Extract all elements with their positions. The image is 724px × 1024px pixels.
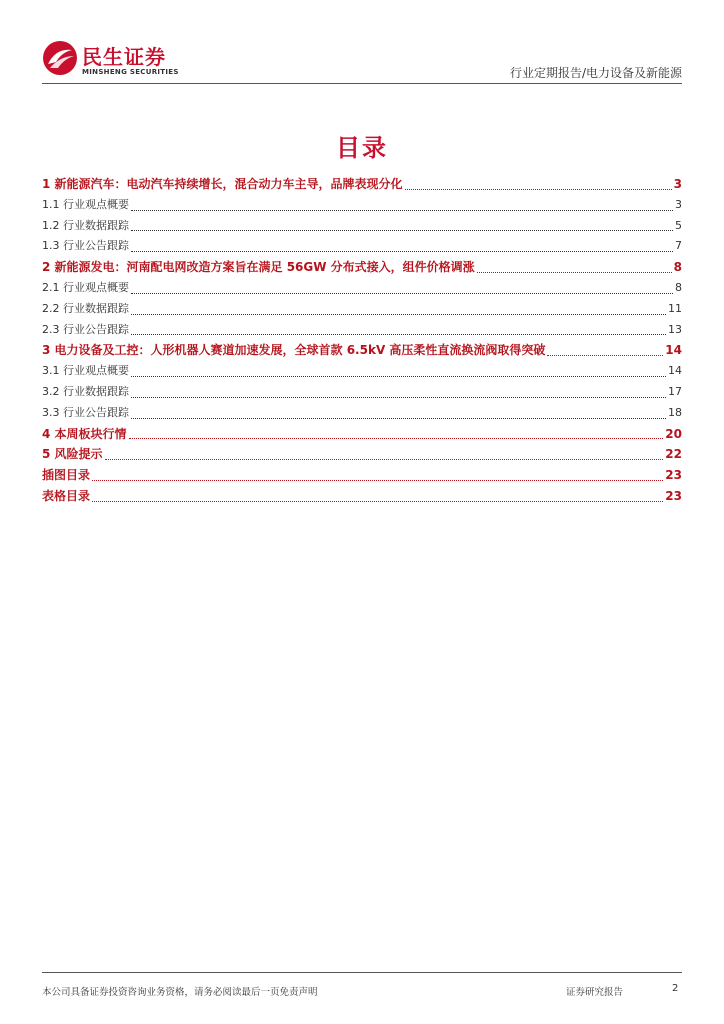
toc-entry-title: 2 新能源发电：河南配电网改造方案旨在满足 56GW 分布式接入，组件价格调涨	[42, 260, 475, 275]
toc-entry-title: 3.1 行业观点概要	[42, 364, 129, 378]
toc-entry-page: 23	[665, 468, 682, 483]
toc-entry-page: 3	[673, 177, 682, 191]
toc-dot-leader	[131, 334, 666, 335]
toc-entry-page: 5	[675, 218, 682, 232]
toc-entry-page: 14	[665, 343, 682, 358]
minsheng-logo	[42, 40, 192, 80]
toc-entry-page: 7	[675, 239, 682, 253]
toc-entry-page: 23	[665, 488, 682, 503]
footer-divider	[42, 972, 682, 973]
toc-entry-minor[interactable]	[42, 195, 682, 216]
page-title: 目录	[336, 134, 388, 162]
toc-entry-minor[interactable]	[42, 236, 682, 257]
toc-entry-minor[interactable]	[42, 299, 682, 320]
logo-chinese-name: 民生证券	[82, 45, 166, 69]
logo-english-name: MINSHENG SECURITIES	[82, 68, 179, 76]
toc-entry-page: 20	[665, 426, 682, 441]
toc-entry-title: 表格目录	[42, 488, 91, 503]
toc-dot-leader	[131, 230, 673, 231]
toc-dot-leader	[105, 459, 664, 460]
toc-dot-leader	[405, 189, 672, 190]
toc-entry-minor[interactable]	[42, 361, 682, 382]
toc-entry-page: 8	[675, 280, 682, 294]
toc-entry-title: 4 本周板块行情	[42, 426, 127, 441]
toc-dot-leader	[131, 376, 666, 377]
page-header	[42, 36, 682, 86]
toc-dot-leader	[131, 397, 666, 398]
toc-entry-minor[interactable]	[42, 320, 682, 341]
toc-entry-major[interactable]	[42, 174, 682, 195]
toc-entry-title: 1.2 行业数据跟踪	[42, 218, 129, 232]
toc-dot-leader	[92, 501, 663, 502]
toc-entry-title: 1.1 行业观点概要	[42, 197, 129, 211]
toc-entry-minor[interactable]	[42, 403, 682, 424]
toc-entry-major[interactable]	[42, 340, 682, 361]
header-divider	[42, 83, 682, 84]
toc-entry-major[interactable]	[42, 486, 682, 507]
footer-disclaimer: 本公司具备证券投资咨询业务资格，请务必阅读最后一页免责声明	[42, 987, 318, 998]
toc-entry-minor[interactable]	[42, 278, 682, 299]
toc-entry-page: 14	[668, 364, 682, 378]
toc-entry-title: 1 新能源汽车：电动汽车持续增长，混合动力车主导，品牌表现分化	[42, 177, 403, 191]
toc-entry-minor[interactable]	[42, 382, 682, 403]
minsheng-logo-icon	[42, 40, 78, 76]
toc-entry-page: 11	[668, 301, 682, 315]
toc-entry-page: 3	[675, 197, 682, 211]
toc-dot-leader	[131, 293, 673, 294]
toc-dot-leader	[477, 272, 672, 273]
toc-entry-title: 3 电力设备及工控：人形机器人赛道加速发展，全球首款 6.5kV 高压柔性直流换流阀取得突破	[42, 343, 546, 358]
toc-entry-page: 17	[668, 384, 682, 398]
footer-page-number: 2	[672, 983, 679, 994]
toc-entry-title: 2.3 行业公告跟踪	[42, 322, 129, 336]
toc-dot-leader	[131, 210, 673, 211]
toc-dot-leader	[547, 355, 663, 356]
toc-entry-minor[interactable]	[42, 216, 682, 237]
toc-entry-major[interactable]	[42, 257, 682, 278]
footer-report-type: 证券研究报告	[566, 987, 624, 998]
toc-dot-leader	[129, 438, 664, 439]
toc-entry-major[interactable]	[42, 424, 682, 445]
table-of-contents	[42, 174, 682, 507]
toc-entry-title: 5 风险提示	[42, 447, 103, 462]
toc-entry-major[interactable]	[42, 444, 682, 465]
toc-entry-page: 8	[673, 260, 682, 275]
toc-entry-title: 3.2 行业数据跟踪	[42, 384, 129, 398]
toc-entry-page: 13	[668, 322, 682, 336]
toc-entry-title: 1.3 行业公告跟踪	[42, 239, 129, 253]
toc-dot-leader	[131, 314, 666, 315]
toc-dot-leader	[92, 480, 663, 481]
toc-entry-page: 22	[665, 447, 682, 462]
toc-entry-page: 18	[668, 405, 682, 419]
report-category: 行业定期报告/电力设备及新能源	[509, 66, 682, 80]
toc-entry-title: 3.3 行业公告跟踪	[42, 405, 129, 419]
toc-entry-major[interactable]	[42, 465, 682, 486]
toc-dot-leader	[131, 418, 666, 419]
toc-entry-title: 插图目录	[42, 468, 91, 483]
toc-entry-title: 2.2 行业数据跟踪	[42, 301, 129, 315]
toc-dot-leader	[131, 251, 673, 252]
toc-entry-title: 2.1 行业观点概要	[42, 280, 129, 294]
